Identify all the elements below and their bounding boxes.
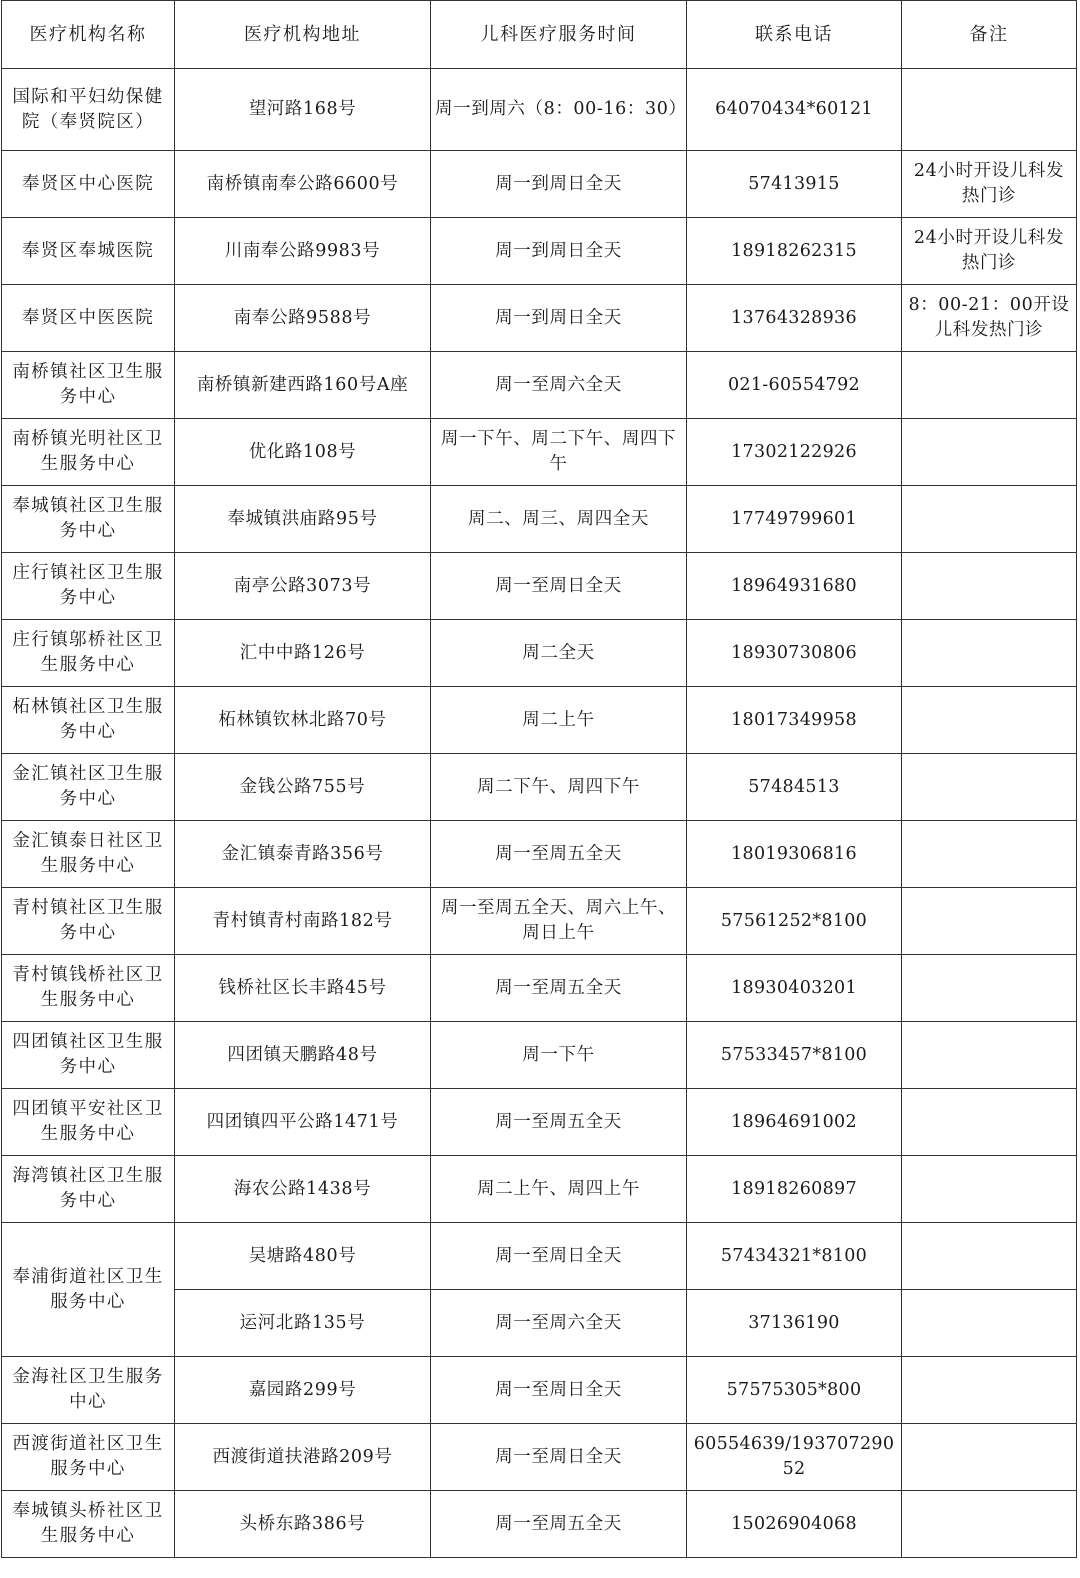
cell-name: 奉贤区中心医院 bbox=[2, 151, 175, 218]
cell-name: 金汇镇社区卫生服务中心 bbox=[2, 754, 175, 821]
cell-phone: 18930403201 bbox=[687, 955, 902, 1022]
cell-address: 海农公路1438号 bbox=[175, 1156, 431, 1223]
cell-phone: 57533457*8100 bbox=[687, 1022, 902, 1089]
cell-phone: 37136190 bbox=[687, 1290, 902, 1357]
cell-note bbox=[902, 352, 1077, 419]
cell-hours: 周二上午 bbox=[431, 687, 687, 754]
table-row bbox=[2, 1089, 1077, 1156]
table-row bbox=[2, 1357, 1077, 1424]
cell-hours: 周一下午、周二下午、周四下午 bbox=[431, 419, 687, 486]
cell-name: 金海社区卫生服务中心 bbox=[2, 1357, 175, 1424]
cell-note bbox=[902, 1022, 1077, 1089]
cell-address: 四团镇天鹏路48号 bbox=[175, 1022, 431, 1089]
table-row bbox=[2, 1424, 1077, 1491]
cell-address: 奉城镇洪庙路95号 bbox=[175, 486, 431, 553]
cell-address: 南桥镇新建西路160号A座 bbox=[175, 352, 431, 419]
cell-hours: 周一下午 bbox=[431, 1022, 687, 1089]
cell-address: 南奉公路9588号 bbox=[175, 285, 431, 352]
pediatric-clinics-table bbox=[1, 0, 1077, 1558]
header-phone: 联系电话 bbox=[687, 1, 902, 69]
cell-phone: 57434321*8100 bbox=[687, 1223, 902, 1290]
header-name: 医疗机构名称 bbox=[2, 1, 175, 69]
cell-note bbox=[902, 1156, 1077, 1223]
cell-phone: 57561252*8100 bbox=[687, 888, 902, 955]
cell-address: 柘林镇钦林北路70号 bbox=[175, 687, 431, 754]
cell-hours: 周二、周三、周四全天 bbox=[431, 486, 687, 553]
cell-note: 24小时开设儿科发热门诊 bbox=[902, 151, 1077, 218]
cell-name: 四团镇社区卫生服务中心 bbox=[2, 1022, 175, 1089]
table-row bbox=[2, 1223, 1077, 1290]
cell-hours: 周一至周六全天 bbox=[431, 1290, 687, 1357]
cell-name: 青村镇钱桥社区卫生服务中心 bbox=[2, 955, 175, 1022]
cell-note: 24小时开设儿科发热门诊 bbox=[902, 218, 1077, 285]
table-row bbox=[2, 754, 1077, 821]
cell-note bbox=[902, 687, 1077, 754]
cell-address: 望河路168号 bbox=[175, 69, 431, 151]
cell-note bbox=[902, 69, 1077, 151]
cell-hours: 周一至周五全天 bbox=[431, 1491, 687, 1558]
table-row bbox=[2, 285, 1077, 352]
cell-phone: 18017349958 bbox=[687, 687, 902, 754]
cell-phone: 57575305*800 bbox=[687, 1357, 902, 1424]
table-row bbox=[2, 1022, 1077, 1089]
cell-phone: 64070434*60121 bbox=[687, 69, 902, 151]
table-header-row bbox=[2, 1, 1077, 69]
cell-name: 奉浦街道社区卫生服务中心 bbox=[2, 1223, 175, 1357]
table-row bbox=[2, 553, 1077, 620]
table-row bbox=[2, 888, 1077, 955]
cell-address: 优化路108号 bbox=[175, 419, 431, 486]
cell-hours: 周一至周五全天 bbox=[431, 955, 687, 1022]
cell-hours: 周一至周五全天 bbox=[431, 821, 687, 888]
cell-hours: 周二下午、周四下午 bbox=[431, 754, 687, 821]
table-row bbox=[2, 69, 1077, 151]
cell-phone: 13764328936 bbox=[687, 285, 902, 352]
cell-hours: 周一至周日全天 bbox=[431, 553, 687, 620]
cell-name: 青村镇社区卫生服务中心 bbox=[2, 888, 175, 955]
cell-note bbox=[902, 620, 1077, 687]
cell-note bbox=[902, 486, 1077, 553]
table-row bbox=[2, 151, 1077, 218]
cell-name: 海湾镇社区卫生服务中心 bbox=[2, 1156, 175, 1223]
cell-hours: 周二全天 bbox=[431, 620, 687, 687]
cell-note bbox=[902, 419, 1077, 486]
table-row bbox=[2, 821, 1077, 888]
table-row bbox=[2, 955, 1077, 1022]
cell-name: 庄行镇社区卫生服务中心 bbox=[2, 553, 175, 620]
cell-note bbox=[902, 1290, 1077, 1357]
cell-name: 奉贤区中医医院 bbox=[2, 285, 175, 352]
cell-hours: 周一到周日全天 bbox=[431, 285, 687, 352]
cell-note bbox=[902, 1357, 1077, 1424]
cell-name: 奉城镇社区卫生服务中心 bbox=[2, 486, 175, 553]
table-row bbox=[2, 1156, 1077, 1223]
cell-hours: 周一到周日全天 bbox=[431, 218, 687, 285]
cell-phone: 18918260897 bbox=[687, 1156, 902, 1223]
cell-address: 川南奉公路9983号 bbox=[175, 218, 431, 285]
cell-hours: 周一至周六全天 bbox=[431, 352, 687, 419]
cell-address: 运河北路135号 bbox=[175, 1290, 431, 1357]
cell-hours: 周一至周日全天 bbox=[431, 1223, 687, 1290]
cell-phone: 021-60554792 bbox=[687, 352, 902, 419]
header-address: 医疗机构地址 bbox=[175, 1, 431, 69]
table-row bbox=[2, 218, 1077, 285]
cell-address: 青村镇青村南路182号 bbox=[175, 888, 431, 955]
cell-name: 庄行镇邬桥社区卫生服务中心 bbox=[2, 620, 175, 687]
cell-phone: 60554639/19370729052 bbox=[687, 1424, 902, 1491]
cell-note bbox=[902, 955, 1077, 1022]
cell-name: 奉贤区奉城医院 bbox=[2, 218, 175, 285]
cell-note: 8：00-21：00开设儿科发热门诊 bbox=[902, 285, 1077, 352]
cell-hours: 周一至周五全天、周六上午、周日上午 bbox=[431, 888, 687, 955]
cell-phone: 18964691002 bbox=[687, 1089, 902, 1156]
cell-hours: 周一到周六（8：00-16：30） bbox=[431, 69, 687, 151]
cell-address: 四团镇四平公路1471号 bbox=[175, 1089, 431, 1156]
cell-address: 汇中中路126号 bbox=[175, 620, 431, 687]
table-row bbox=[2, 620, 1077, 687]
table-row bbox=[2, 1491, 1077, 1558]
cell-note bbox=[902, 1223, 1077, 1290]
cell-address: 嘉园路299号 bbox=[175, 1357, 431, 1424]
header-hours: 儿科医疗服务时间 bbox=[431, 1, 687, 69]
cell-note bbox=[902, 888, 1077, 955]
table-row bbox=[2, 687, 1077, 754]
cell-hours: 周一到周日全天 bbox=[431, 151, 687, 218]
header-note: 备注 bbox=[902, 1, 1077, 69]
table-row bbox=[2, 486, 1077, 553]
cell-hours: 周一至周日全天 bbox=[431, 1357, 687, 1424]
cell-address: 金汇镇泰青路356号 bbox=[175, 821, 431, 888]
cell-phone: 18019306816 bbox=[687, 821, 902, 888]
cell-hours: 周一至周日全天 bbox=[431, 1424, 687, 1491]
cell-phone: 57484513 bbox=[687, 754, 902, 821]
cell-name: 金汇镇泰日社区卫生服务中心 bbox=[2, 821, 175, 888]
cell-phone: 57413915 bbox=[687, 151, 902, 218]
cell-phone: 18964931680 bbox=[687, 553, 902, 620]
cell-name: 南桥镇社区卫生服务中心 bbox=[2, 352, 175, 419]
cell-phone: 18930730806 bbox=[687, 620, 902, 687]
cell-address: 头桥东路386号 bbox=[175, 1491, 431, 1558]
cell-phone: 17749799601 bbox=[687, 486, 902, 553]
cell-name: 西渡街道社区卫生服务中心 bbox=[2, 1424, 175, 1491]
cell-address: 吴塘路480号 bbox=[175, 1223, 431, 1290]
cell-address: 钱桥社区长丰路45号 bbox=[175, 955, 431, 1022]
cell-note bbox=[902, 754, 1077, 821]
cell-note bbox=[902, 1491, 1077, 1558]
cell-note bbox=[902, 1424, 1077, 1491]
cell-name: 南桥镇光明社区卫生服务中心 bbox=[2, 419, 175, 486]
cell-note bbox=[902, 821, 1077, 888]
cell-name: 国际和平妇幼保健院（奉贤院区） bbox=[2, 69, 175, 151]
cell-phone: 17302122926 bbox=[687, 419, 902, 486]
cell-phone: 15026904068 bbox=[687, 1491, 902, 1558]
table-row bbox=[2, 352, 1077, 419]
cell-name: 奉城镇头桥社区卫生服务中心 bbox=[2, 1491, 175, 1558]
cell-address: 西渡街道扶港路209号 bbox=[175, 1424, 431, 1491]
cell-hours: 周一至周五全天 bbox=[431, 1089, 687, 1156]
cell-name: 四团镇平安社区卫生服务中心 bbox=[2, 1089, 175, 1156]
table-row bbox=[2, 419, 1077, 486]
cell-name: 柘林镇社区卫生服务中心 bbox=[2, 687, 175, 754]
cell-address: 南亭公路3073号 bbox=[175, 553, 431, 620]
cell-address: 南桥镇南奉公路6600号 bbox=[175, 151, 431, 218]
cell-phone: 18918262315 bbox=[687, 218, 902, 285]
cell-address: 金钱公路755号 bbox=[175, 754, 431, 821]
cell-hours: 周二上午、周四上午 bbox=[431, 1156, 687, 1223]
cell-note bbox=[902, 553, 1077, 620]
cell-note bbox=[902, 1089, 1077, 1156]
